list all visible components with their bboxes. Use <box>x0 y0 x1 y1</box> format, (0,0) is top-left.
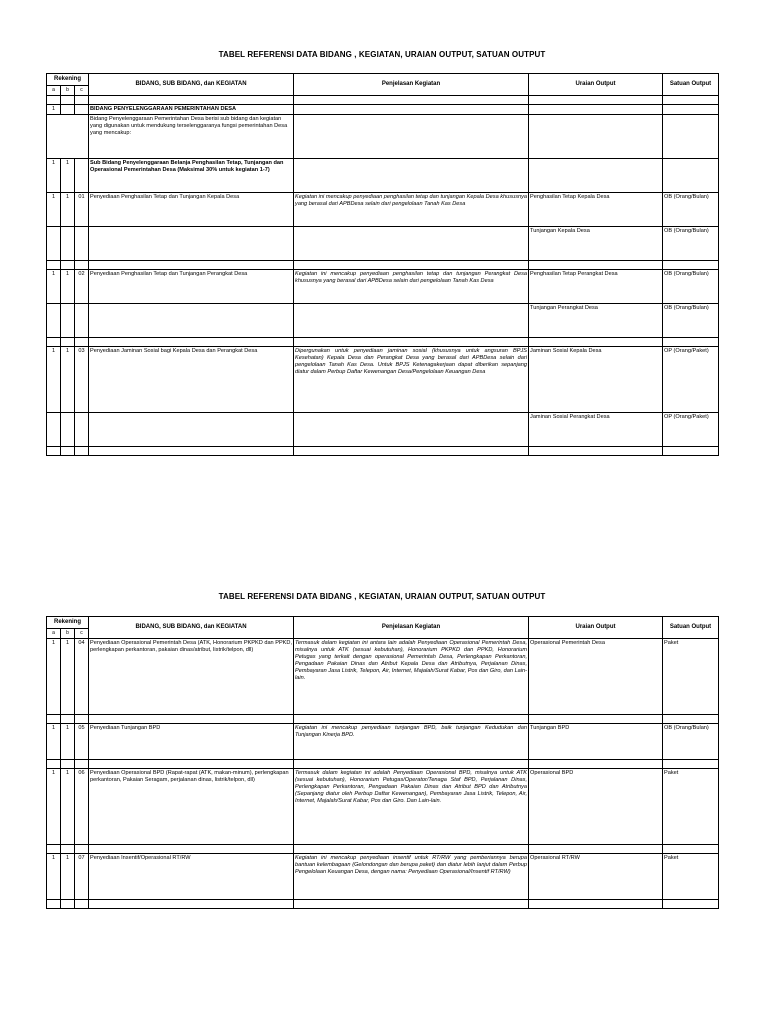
page-title: TABEL REFERENSI DATA BIDANG , KEGIATAN, URAIAN OUTPUT, SATUAN OUTPUT <box>218 50 546 59</box>
uraian-output: Operasional RT/RW <box>529 854 663 900</box>
kegiatan-penjelasan: Dipergunakan untuk penyediaan jaminan sosial (khususnya untuk angsuran BPJS Kesehatan) Kepala Desa dan Perangkat Desa yang berasal dari APBDesa selain dari pengelolaan Tanah Kas Desa. Untuk BPJS Ketenagakerjaan dapat diberikan sepanjang diatur dalam Perbup Daftar Kewenangan Desa/Pengelolaan Keuangan Desa <box>294 347 529 413</box>
spacer-row <box>47 447 719 456</box>
table-header-row <box>47 617 719 629</box>
rek-c: 04 <box>75 639 89 715</box>
uraian-output: Penghasilan Tetap Kepala Desa <box>529 193 663 227</box>
satuan-output: Paket <box>663 854 719 900</box>
rek-a: 1 <box>47 270 61 304</box>
kegiatan-penjelasan: Kegiatan ini mencakup penyediaan penghasilan tetap dan tunjangan Perangkat Desa khususnya yang berasal dari APBDesa selain dari pengelolaan Tanah Kas Desa <box>294 270 529 304</box>
kegiatan-name: Penyediaan Operasional BPD (Rapat-rapat (ATK, makan-minum), perlengkapan perkantoran, Pakaian Seragam, perjalanan dinas, listrik/telpon, dll) <box>89 769 294 845</box>
kegiatan-penjelasan: Kegiatan ini mencakup penyediaan penghasilan tetap dan tunjangan Kepala Desa khususnya yang berasal dari APBDesa selain dari pengelolaan Tanah Kas Desa <box>294 193 529 227</box>
table-row <box>47 347 719 413</box>
table-row <box>47 854 719 900</box>
bidang-title: BIDANG PENYELENGGARAAN PEMERINTAHAN DESA <box>89 105 294 115</box>
rek-b: 1 <box>61 769 75 845</box>
satuan-output: OB (Orang/Bulan) <box>663 270 719 304</box>
uraian-output: Tunjangan BPD <box>529 724 663 760</box>
uraian-output: Tunjangan Kepala Desa <box>529 227 663 261</box>
rek-b: 1 <box>61 193 75 227</box>
bidang-header: BIDANG, SUB BIDANG, dan KEGIATAN <box>89 617 294 639</box>
satuan-output: OB (Orang/Bulan) <box>663 724 719 760</box>
spacer-row <box>47 845 719 854</box>
table-row <box>47 270 719 304</box>
table-row <box>47 769 719 845</box>
bidang-header: BIDANG, SUB BIDANG, dan KEGIATAN <box>89 74 294 96</box>
bidang-row <box>47 105 719 115</box>
table-row <box>47 413 719 447</box>
col-a-header: a <box>47 629 61 639</box>
kegiatan-penjelasan: Kegiatan ini mencakup penyediaan tunjangan BPD, baik tunjangan Kedudukan dan Tunjangan Kinerja BPD. <box>294 724 529 760</box>
rek-c: 02 <box>75 270 89 304</box>
kegiatan-penjelasan: Termasuk dalam kegiatan ini adalah Penyediaan Operasional BPD, misalnya untuk ATK (sesuai kebutuhan), Honorarium Petugas/Operator/Tenaga Staf BPD, Perjalanan Dinas, Perlengkapan Perkantoran, Pengadaan Pakaian Dinas dan Atribut BPD dan Atributnya (Sepanjang diatur oleh Perbup Daftar Kewenangan), Pembayaran Jasa Listrik, Telepon, Air, Internet, Majalah/Surat Kabar, Pos dan Giro. Dan Lain-lain. <box>294 769 529 845</box>
spacer-row <box>47 900 719 909</box>
rek-a: 1 <box>47 854 61 900</box>
uraian-output: Tunjangan Perangkat Desa <box>529 304 663 338</box>
kegiatan-penjelasan: Kegiatan ini mencakup penyediaan insentif untuk RT/RW yang pemberiannya berupa bantuan kelembagaan (Gelondongan dan berupa paket) dan diatur lebih lanjut dalam Perbup Pengelolaan Keuangan Desa, dengan nama: Penyediaan Operasional/Insentif RT/RW) <box>294 854 529 900</box>
uraian-output: Operasional Pemerintah Desa <box>529 639 663 715</box>
rekening-header: Rekening <box>47 617 89 629</box>
table-row <box>47 724 719 760</box>
uraian-output: Jaminan Sosial Kepala Desa <box>529 347 663 413</box>
kegiatan-name: Penyediaan Jaminan Sosial bagi Kepala Desa dan Perangkat Desa <box>89 347 294 413</box>
satuan-output: OP (Orang/Paket) <box>663 347 719 413</box>
rek-c: 03 <box>75 347 89 413</box>
kegiatan-penjelasan: Termasuk dalam kegiatan ini antara lain adalah Penyediaan Operasional Pemerintah Desa, misalnya untuk ATK (sesuai kebutuhan), Honorarium PKPKD dan PPKD, Honorarium Petugas yang terkait dengan operasional Pemerintah Desa, Perlengkapan Perkantoran, Pengadaan Pakaian Dinas dan Atribut Kepala Desa dan Atributnya, Perjalanan Dinas, Pembayaran Jasa Listrik, Telepon, Air, Internet, Majalah/Surat Kabar, Pos dan Giro, dan Lain-lain. <box>294 639 529 715</box>
bidang-description: Bidang Penyelenggaraan Pemerintahan Desa berisi sub bidang dan kegiatan yang digunakan untuk mendukung terselenggaranya fungsi pemerintahan Desa yang mencakup: <box>89 115 294 159</box>
rek-a: 1 <box>47 347 61 413</box>
col-b-header: b <box>61 86 75 96</box>
uraian-header: Uraian Output <box>529 74 663 96</box>
table-row <box>47 227 719 261</box>
rek-a: 1 <box>47 159 61 193</box>
rek-a: 1 <box>47 724 61 760</box>
table-row <box>47 639 719 715</box>
reference-table <box>46 73 719 456</box>
penjelasan-header: Penjelasan Kegiatan <box>294 617 529 639</box>
rek-a: 1 <box>47 193 61 227</box>
uraian-output: Penghasilan Tetap Perangkat Desa <box>529 270 663 304</box>
sub-bidang-row <box>47 159 719 193</box>
rek-b: 1 <box>61 639 75 715</box>
uraian-header: Uraian Output <box>529 617 663 639</box>
rek-b: 1 <box>61 159 75 193</box>
table-row <box>47 193 719 227</box>
bidang-description-row <box>47 115 719 159</box>
table-row <box>47 304 719 338</box>
rek-c: 07 <box>75 854 89 900</box>
penjelasan-header: Penjelasan Kegiatan <box>294 74 529 96</box>
spacer-row <box>47 96 719 105</box>
col-a-header: a <box>47 86 61 96</box>
satuan-output: OB (Orang/Bulan) <box>663 304 719 338</box>
rek-a: 1 <box>47 105 61 115</box>
spacer-row <box>47 760 719 769</box>
kegiatan-name: Penyediaan Insentif/Operasional RT/RW <box>89 854 294 900</box>
spacer-row <box>47 338 719 347</box>
rek-c: 01 <box>75 193 89 227</box>
kegiatan-name: Penyediaan Operasional Pemerintah Desa (ATK, Honorarium PKPKD dan PPKD, perlengkapan perkantoran, pakaian dinas/atribut, listrik/telpon, dll) <box>89 639 294 715</box>
kegiatan-name: Penyediaan Penghasilan Tetap dan Tunjangan Perangkat Desa <box>89 270 294 304</box>
kegiatan-name: Penyediaan Tunjangan BPD <box>89 724 294 760</box>
uraian-output: Jaminan Sosial Perangkat Desa <box>529 413 663 447</box>
satuan-output: Paket <box>663 769 719 845</box>
rek-b: 1 <box>61 724 75 760</box>
spacer-row <box>47 715 719 724</box>
rekening-header: Rekening <box>47 74 89 86</box>
reference-table <box>46 616 719 909</box>
rek-c: 06 <box>75 769 89 845</box>
col-c-header: c <box>75 629 89 639</box>
rek-b: 1 <box>61 347 75 413</box>
rek-b: 1 <box>61 854 75 900</box>
satuan-output: OB (Orang/Bulan) <box>663 227 719 261</box>
spacer-row <box>47 261 719 270</box>
rek-a: 1 <box>47 769 61 845</box>
satuan-header: Satuan Output <box>663 617 719 639</box>
table-header-row <box>47 74 719 86</box>
kegiatan-name: Penyediaan Penghasilan Tetap dan Tunjangan Kepala Desa <box>89 193 294 227</box>
satuan-output: Paket <box>663 639 719 715</box>
col-c-header: c <box>75 86 89 96</box>
rek-c: 05 <box>75 724 89 760</box>
satuan-output: OP (Orang/Paket) <box>663 413 719 447</box>
satuan-output: OB (Orang/Bulan) <box>663 193 719 227</box>
rek-b: 1 <box>61 270 75 304</box>
rek-a: 1 <box>47 639 61 715</box>
satuan-header: Satuan Output <box>663 74 719 96</box>
uraian-output: Operasional BPD <box>529 769 663 845</box>
col-b-header: b <box>61 629 75 639</box>
sub-bidang-title: Sub Bidang Penyelenggaraan Belanja Penghasilan Tetap, Tunjangan dan Operasional Pemerintahan Desa (Maksimal 30% untuk kegiatan 1-7) <box>89 159 294 193</box>
page-title: TABEL REFERENSI DATA BIDANG , KEGIATAN, URAIAN OUTPUT, SATUAN OUTPUT <box>218 592 546 601</box>
